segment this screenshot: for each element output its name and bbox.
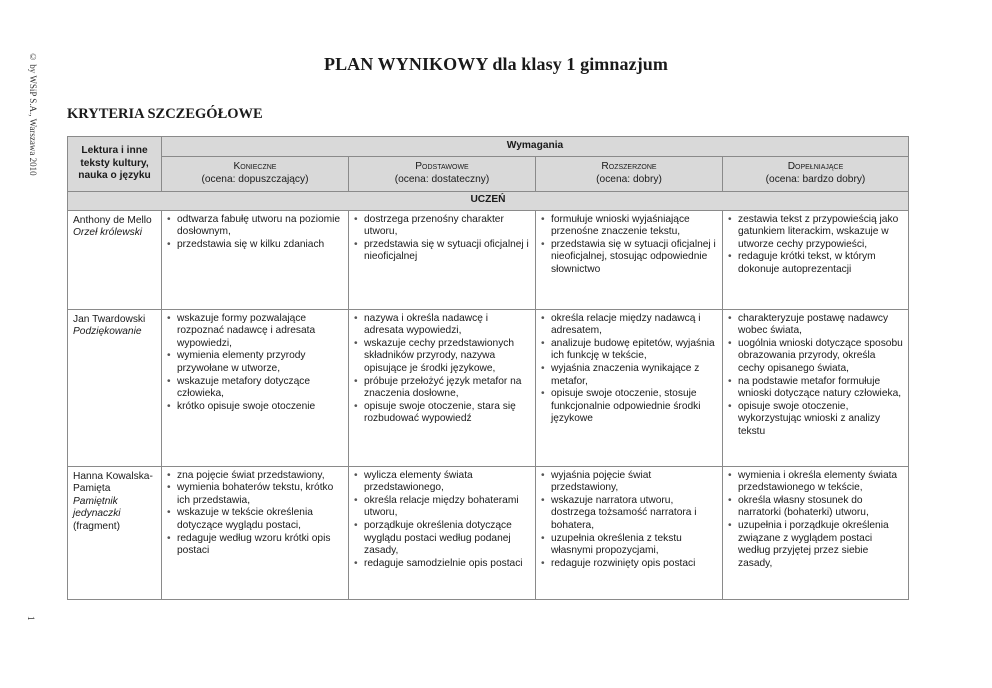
literature-cell [68, 210, 162, 309]
requirement-item: • redaguje według wzoru krótki opis postaci [167, 533, 343, 558]
requirement-item: • wylicza elementy świata przedstawionego, [354, 470, 530, 495]
requirement-cell [723, 309, 909, 466]
requirement-item: • wskazuje narratora utworu, dostrzega tożsamość narratora i bohatera, [541, 495, 717, 533]
level-grade: (ocena: bardzo dobry) [765, 173, 866, 185]
requirement-item: • opisuje swoje otoczenie, stosuje funkcjonalnie odpowiednie środki językowe [541, 388, 717, 426]
requirement-item: • wymienia bohaterów tekstu, krótko ich przedstawia, [167, 482, 343, 507]
requirement-item: • wskazuje cechy przedstawionych składników przyrody, nazywa opisujące je środki językowe, [354, 338, 530, 376]
requirement-cell [723, 466, 909, 599]
level-grade: (ocena: dostateczny) [394, 173, 490, 185]
requirement-item: • odtwarza fabułę utworu na poziomie dosłownym, [167, 214, 343, 239]
header-requirements: Wymagania [162, 137, 909, 157]
requirement-cell [162, 309, 349, 466]
requirement-item: • uzupełnia określenia z tekstu własnymi propozycjami, [541, 533, 717, 558]
table-row [68, 466, 909, 599]
requirement-item: • opisuje swoje otoczenie, stara się rozbudować wypowiedź [354, 401, 530, 426]
level-name: Podstawowe [415, 161, 469, 172]
requirement-item: • na podstawie metafor formułuje wnioski dotyczące natury człowieka, [728, 376, 903, 401]
literature-cell [68, 309, 162, 466]
requirement-item: • wymienia i określa elementy świata przedstawionego w tekście, [728, 470, 903, 495]
requirement-item: • porządkuje określenia dotyczące wyglądu postaci według podanej zasady, [354, 520, 530, 558]
requirement-item: • przedstawia się w sytuacji oficjalnej i nieoficjalnej, stosując odpowiednie słownictwo [541, 239, 717, 277]
requirement-cell [536, 466, 723, 599]
requirement-item: • wymienia elementy przyrody przywołane w utworze, [167, 350, 343, 375]
requirement-item: • przedstawia się w kilku zdaniach [167, 239, 343, 252]
requirement-item: • wyjaśnia znaczenia wynikające z metafor, [541, 363, 717, 388]
level-header [536, 156, 723, 191]
work-title: Podziękowanie [73, 326, 142, 338]
author: Hanna Kowalska-Pamięta [73, 470, 153, 495]
requirement-cell [536, 210, 723, 309]
requirement-cell [349, 309, 536, 466]
criteria-table [67, 136, 909, 600]
requirement-cell [349, 210, 536, 309]
requirement-item: • uzupełnia i porządkuje określenia związane z wyglądem postaci według przyjętej przez siebie zasady, [728, 520, 903, 570]
level-name: Dopełniające [787, 161, 844, 172]
requirement-item: • wyjaśnia pojęcie świat przedstawiony, [541, 470, 717, 495]
requirement-item: • nazywa i określa nadawcę i adresata wypowiedzi, [354, 313, 530, 338]
header-literature: Lektura i inne teksty kultury, nauka o języku [68, 137, 162, 192]
level-header [349, 156, 536, 191]
requirement-cell [162, 466, 349, 599]
requirement-item: • opisuje swoje otoczenie, wykorzystując wnioski z analizy tekstu [728, 401, 903, 439]
requirement-item: • redaguje krótki tekst, w którym dokonuje autoprezentacji [728, 251, 903, 276]
level-name: Konieczne [233, 161, 277, 172]
requirement-item: • redaguje rozwinięty opis postaci [541, 558, 717, 571]
requirement-item: • charakteryzuje postawę nadawcy wobec świata, [728, 313, 903, 338]
level-grade: (ocena: dopuszczający) [201, 173, 309, 185]
requirement-item: • określa relacje między bohaterami utworu, [354, 495, 530, 520]
requirement-item: • wskazuje formy pozwalające rozpoznać nadawcę i adresata wypowiedzi, [167, 313, 343, 351]
requirement-cell [349, 466, 536, 599]
requirement-item: • zestawia tekst z przypowieścią jako gatunkiem literackim, wskazuje w utworze cechy przypowieści, [728, 214, 903, 252]
level-header [162, 156, 349, 191]
page-title: PLAN WYNIKOWY dla klasy 1 gimnazjum [323, 54, 669, 74]
requirement-cell [162, 210, 349, 309]
requirement-item: • krótko opisuje swoje otoczenie [167, 401, 343, 414]
requirement-item: • próbuje przełożyć język metafor na znaczenia dosłowne, [354, 376, 530, 401]
student-label: UCZEŃ [68, 191, 909, 210]
requirement-item: • uogólnia wnioski dotyczące sposobu obrazowania przyrody, określa cechy opisanego świata, [728, 338, 903, 376]
requirement-item: • określa relacje między nadawcą i adresatem, [541, 313, 717, 338]
literature-cell [68, 466, 162, 599]
requirement-item: • określa własny stosunek do narratorki (bohaterki) utworu, [728, 495, 903, 520]
level-name: Rozszerzone [601, 161, 657, 172]
copyright-note: © by WSiP S.A., Warszawa 2010 [28, 52, 38, 176]
requirement-item: • wskazuje w tekście określenia dotyczące wyglądu postaci, [167, 507, 343, 532]
page-number: 1 [26, 616, 36, 621]
author: Anthony de Mello [73, 214, 152, 226]
level-header [723, 156, 909, 191]
requirement-item: • dostrzega przenośny charakter utworu, [354, 214, 530, 239]
requirement-cell [536, 309, 723, 466]
table-row [68, 309, 909, 466]
work-note: (fragment) [73, 520, 120, 532]
section-heading: KRYTERIA SZCZEGÓŁOWE [67, 106, 263, 122]
requirement-item: • formułuje wnioski wyjaśniające przenośne znaczenie tekstu, [541, 214, 717, 239]
requirement-item: • redaguje samodzielnie opis postaci [354, 558, 530, 571]
requirement-item: • przedstawia się w sytuacji oficjalnej i nieoficjalnej [354, 239, 530, 264]
requirement-item: • zna pojęcie świat przedstawiony, [167, 470, 343, 483]
requirement-item: • analizuje budowę epitetów, wyjaśnia ich funkcję w tekście, [541, 338, 717, 363]
level-grade: (ocena: dobry) [596, 173, 662, 185]
work-title: Pamiętnik jedynaczki [73, 495, 121, 520]
work-title: Orzeł królewski [73, 227, 143, 239]
requirement-cell [723, 210, 909, 309]
author: Jan Twardowski [73, 313, 146, 325]
table-row [68, 210, 909, 309]
requirement-item: • wskazuje metafory dotyczące człowieka, [167, 376, 343, 401]
